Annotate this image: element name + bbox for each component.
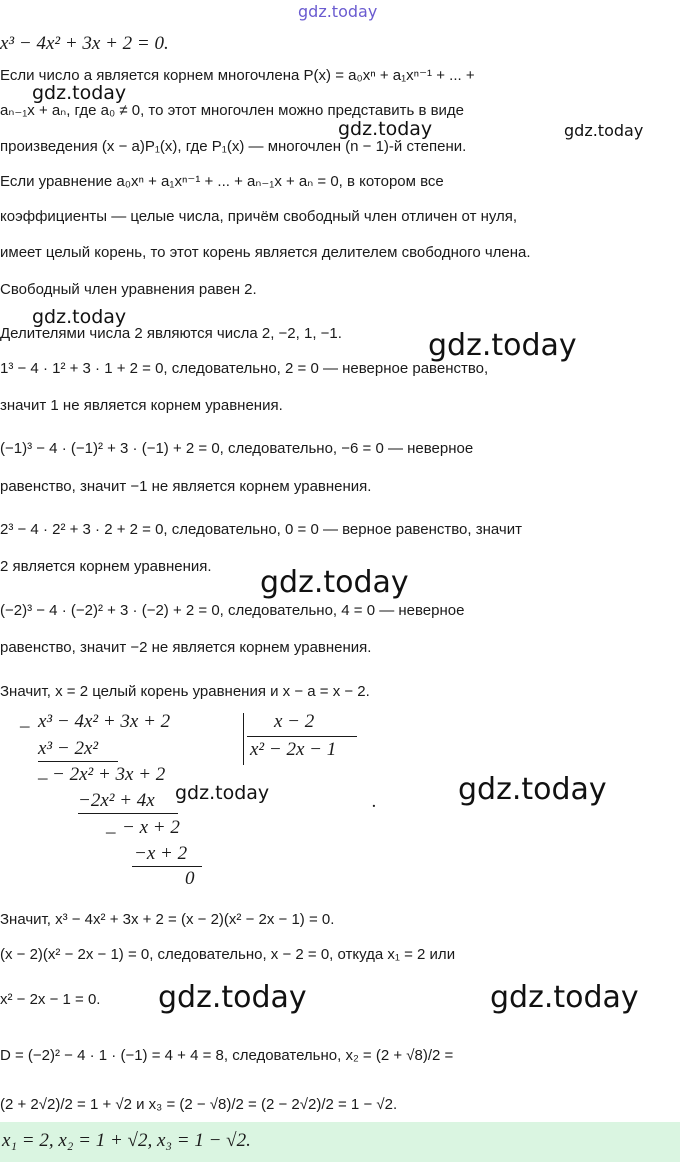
check-line: равенство, значит −2 не является корнем уравнения. [0,639,372,656]
theorem-line: Если уравнение a₀xⁿ + a₁xⁿ⁻¹ + ... + aₙ₋₁x + aₙ = 0, в котором все [0,173,444,190]
check-line: 2³ − 4 · 2² + 3 · 2 + 2 = 0, следовательно, 0 = 0 — верное равенство, значит [0,521,522,538]
solution-line: x² − 2x − 1 = 0. [0,991,101,1008]
text-line: Свободный член уравнения равен 2. [0,281,257,298]
underline-2 [78,813,178,814]
minus-sign: _ [106,815,116,836]
final-answer: x₁ = 2, x₂ = 1 + √2, x₃ = 1 − √2. [2,1130,251,1151]
remainder-1: − 2x² + 3x + 2 [52,764,166,785]
subtrahend-2: −2x² + 4x [78,790,155,811]
remainder-final: 0 [185,868,195,889]
underline-3 [132,866,202,867]
check-line: (−1)³ − 4 · (−1)² + 3 · (−1) + 2 = 0, следовательно, −6 = 0 — неверное [0,440,474,457]
division-bar-vertical [243,713,244,765]
final-answer-box [0,1122,680,1162]
theorem-line: aₙ₋₁x + aₙ, где a₀ ≠ 0, то этот многочлен можно представить в виде [0,102,465,119]
theorem-line: коэффициенты — целые числа, причём свободный член отличен от нуля, [0,208,518,225]
remainder-2: − x + 2 [122,817,180,838]
subtrahend-1: x³ − 2x² [38,738,99,759]
underline-1 [38,761,118,762]
check-line: 2 является корнем уравнения. [0,558,212,575]
minus-sign: _ [38,761,48,782]
dividend: x³ − 4x² + 3x + 2 [38,711,171,732]
subtrahend-3: −x + 2 [134,843,188,864]
watermark: gdz.today [32,82,127,104]
check-line: значит 1 не является корнем уравнения. [0,397,283,414]
watermark: gdz.today [175,782,270,804]
check-line: 1³ − 4 · 1² + 3 · 1 + 2 = 0, следовательно, 2 = 0 — неверное равенство, [0,360,489,377]
theorem-line: Если число a является корнем многочлена P(x) = a₀xⁿ + a₁xⁿ⁻¹ + ... + [0,67,475,84]
division-bar-horizontal [247,736,357,737]
theorem-line: произведения (x − a)P₁(x), где P₁(x) — многочлен (n − 1)-й степени. [0,138,467,155]
watermark-top: gdz.today [298,2,378,21]
watermark: gdz.today [338,118,433,140]
divisor: x − 2 [274,711,315,732]
minus-sign: _ [20,709,30,730]
solution-line: (x − 2)(x² − 2x − 1) = 0, следовательно, x − 2 = 0, откуда x₁ = 2 или [0,946,456,963]
theorem-line: имеет целый корень, то этот корень является делителем свободного члена. [0,244,531,261]
roots-line: (2 + 2√2)/2 = 1 + √2 и x₃ = (2 − √8)/2 = (2 − 2√2)/2 = 1 − √2. [0,1096,398,1113]
factorization-line: Значит, x³ − 4x² + 3x + 2 = (x − 2)(x² − 2x − 1) = 0. [0,911,335,928]
watermark: gdz.today [260,565,409,600]
watermark: gdz.today [32,306,127,328]
discriminant-line: D = (−2)² − 4 · 1 · (−1) = 4 + 4 = 8, следовательно, x₂ = (2 + √8)/2 = [0,1047,454,1064]
watermark: gdz.today [490,980,639,1015]
watermark: gdz.today [458,772,607,807]
watermark: gdz.today [428,328,577,363]
conclusion-line: Значит, x = 2 целый корень уравнения и x − a = x − 2. [0,683,370,700]
check-line: равенство, значит −1 не является корнем уравнения. [0,478,372,495]
check-line: (−2)³ − 4 · (−2)² + 3 · (−2) + 2 = 0, следовательно, 4 = 0 — неверное [0,602,465,619]
quotient: x² − 2x − 1 [250,739,337,760]
equation: x³ − 4x² + 3x + 2 = 0. [0,33,169,54]
watermark: gdz.today [158,980,307,1015]
text-line: Делителями числа 2 являются числа 2, −2, 1, −1. [0,325,342,342]
dot: . [372,791,377,812]
watermark: gdz.today [564,121,644,140]
